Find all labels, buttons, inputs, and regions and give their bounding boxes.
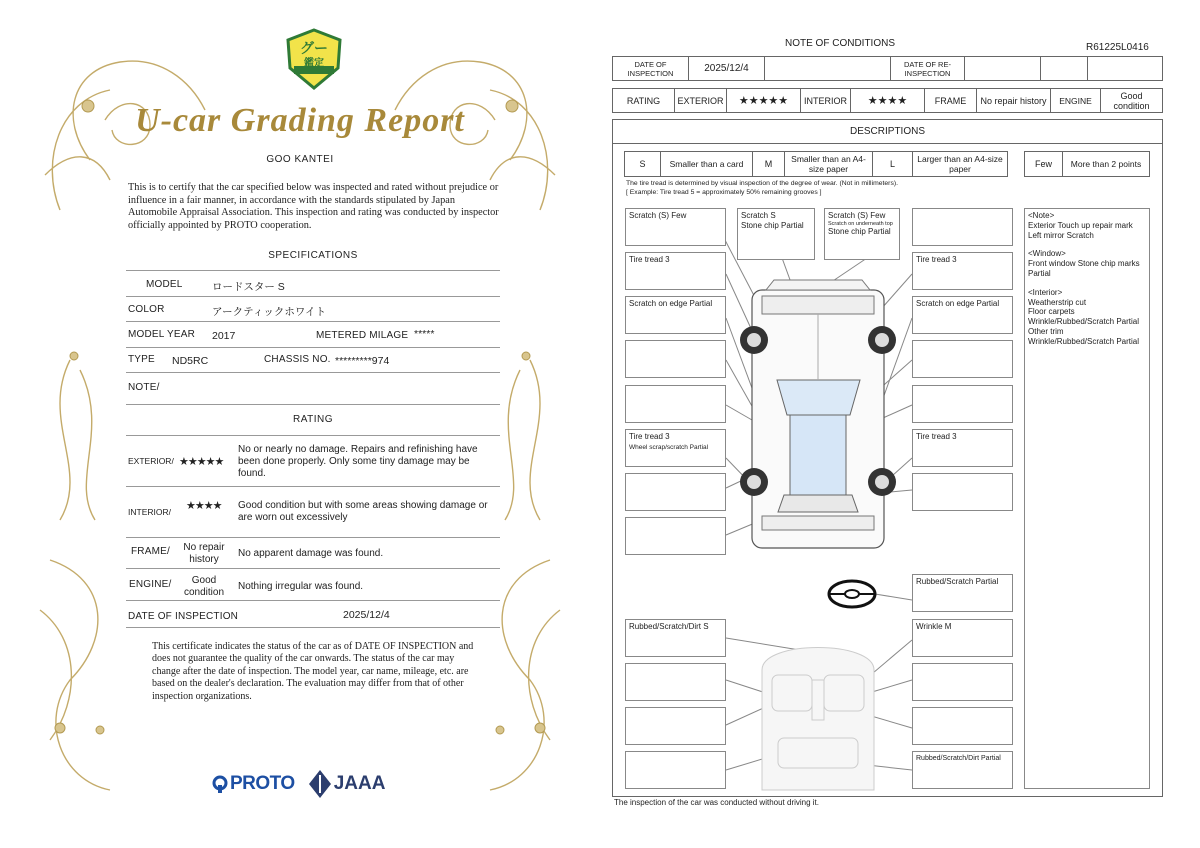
interior-line: Weatherstrip cut <box>1028 297 1087 307</box>
interior-description: Good condition but with some areas showing damage or are worn out excessively <box>238 500 488 523</box>
desc-text: Tire tread 3 <box>916 432 957 441</box>
badge-text-mid: 鑑定 <box>304 58 324 69</box>
engine-label: ENGINE <box>1051 89 1101 113</box>
desc-box-windshield <box>824 208 900 260</box>
note-title: NOTE OF CONDITIONS <box>785 38 895 49</box>
rating-table <box>612 88 1163 113</box>
color-value: アークティックホワイト <box>212 306 327 318</box>
legend-m: M <box>753 152 785 177</box>
divider <box>126 537 500 538</box>
interior-stars: ★★★★ <box>186 500 222 512</box>
date-of-inspection-value: 2025/12/4 <box>689 57 765 81</box>
legend-s-desc: Smaller than a card <box>661 152 753 177</box>
exterior-stars: ★★★★★ <box>727 89 801 113</box>
engine-description: Nothing irregular was found. <box>238 581 364 592</box>
divider <box>126 372 500 373</box>
note-body: Exterior Touch up repair mark Left mirror Scratch <box>1028 220 1133 240</box>
empty-cell <box>765 57 891 81</box>
divider <box>126 321 500 322</box>
reinspection-label: DATE OF RE-INSPECTION <box>891 57 965 81</box>
badge-text-top: グー <box>300 40 328 56</box>
divider <box>126 486 500 487</box>
model-year-value: 2017 <box>212 330 236 342</box>
desc-box-interior-right <box>912 619 1013 657</box>
interior-label: INTERIOR <box>801 89 851 113</box>
desc-box-empty <box>912 208 1013 246</box>
desc-box-interior-rear <box>912 751 1013 789</box>
frame-value: No repair history <box>977 89 1051 113</box>
dates-table <box>612 56 1163 81</box>
exterior-stars: ★★★★★ <box>179 456 224 468</box>
exterior-label: EXTERIOR/ <box>128 456 174 466</box>
chassis-value: *********974 <box>335 355 390 367</box>
specifications-heading: SPECIFICATIONS <box>268 250 358 261</box>
model-label: MODEL <box>146 279 183 290</box>
window-heading: <Window> <box>1028 249 1066 259</box>
desc-box-empty <box>625 663 726 701</box>
desc-box-front-left <box>625 208 726 246</box>
frame-value: No repair history <box>183 542 225 565</box>
interior-line: Floor carpets <box>1028 307 1075 317</box>
divider <box>126 270 500 271</box>
side-notes-panel <box>1024 208 1150 789</box>
desc-box-empty <box>625 707 726 745</box>
desc-box-interior-front <box>625 619 726 657</box>
logos <box>212 770 385 798</box>
color-label: COLOR <box>128 304 165 315</box>
goo-kantei-badge <box>286 28 342 90</box>
proto-logo-text: PROTO <box>230 773 295 794</box>
desc-box-left-edge <box>625 296 726 334</box>
type-value: ND5RC <box>172 355 209 367</box>
engine-value: Good condition <box>1101 89 1163 113</box>
desc-text-small: Wheel scrap/scratch Partial <box>629 444 709 451</box>
desc-box-empty <box>625 340 726 378</box>
car-top-view <box>752 280 884 548</box>
interior-heading: <Interior> <box>1028 287 1063 297</box>
date-of-inspection-value: 2025/12/4 <box>343 609 390 621</box>
desc-text: Rubbed/Scratch Partial <box>916 577 999 586</box>
interior-line: Wrinkle/Rubbed/Scratch Partial <box>1028 336 1140 346</box>
legend-l-desc: Larger than an A4-size paper <box>913 152 1008 177</box>
few-legend <box>1024 151 1150 177</box>
engine-value: Good condition <box>183 575 225 598</box>
desc-box-tire-front-left <box>625 252 726 290</box>
tire-note-2: [ Example: Tire tread 5 = approximately 50% remaining grooves ] <box>626 189 822 196</box>
frame-label: FRAME <box>925 89 977 113</box>
desc-text: Rubbed/Scratch/Dirt Partial <box>916 755 1001 762</box>
desc-box-empty <box>912 473 1013 511</box>
desc-text: Scratch S <box>741 211 776 220</box>
date-of-inspection-label: DATE OF INSPECTION <box>128 611 239 622</box>
legend-few: Few <box>1025 152 1063 177</box>
desc-text: Stone chip Partial <box>828 227 891 236</box>
legend-few-desc: More than 2 points <box>1063 152 1150 177</box>
legend-l: L <box>873 152 913 177</box>
interior-line: Other trim <box>1028 326 1064 336</box>
desc-text: Scratch on edge Partial <box>629 299 713 308</box>
desc-box-right-edge <box>912 296 1013 334</box>
desc-text: Tire tread 3 <box>916 255 957 264</box>
interior-line: Wrinkle/Rubbed/Scratch Partial <box>1028 317 1140 327</box>
certificate-intro: This is to certify that the car specified below was inspected and rated without prejudice or influence in a fair manner, in accordance with the standards stipulated by Japan Automobile Appraisal Association. This inspection and rating was conducted by inspector officially appointed by PROTO cooperation. <box>128 182 499 231</box>
window-body: Front window Stone chip marks Partial <box>1028 259 1140 278</box>
frame-label: FRAME/ <box>131 546 170 557</box>
desc-text: Scratch (S) Few <box>629 211 687 220</box>
desc-box-empty <box>625 751 726 789</box>
divider <box>126 404 500 405</box>
desc-box-empty <box>625 385 726 423</box>
desc-box-empty <box>912 707 1013 745</box>
legend-s: S <box>625 152 661 177</box>
desc-box-tire-rear-left <box>625 429 726 467</box>
empty-cell <box>1041 57 1088 81</box>
desc-text: Scratch (S) Few <box>828 211 886 220</box>
steering-wheel-icon <box>829 581 875 607</box>
desc-text-tiny: Scratch on underneath top <box>828 221 893 227</box>
jaaa-logo <box>309 770 386 798</box>
mileage-label: METERED MILAGE <box>316 330 409 341</box>
empty-cell <box>1088 57 1163 81</box>
divider <box>126 568 500 569</box>
bottom-note: The inspection of the car was conducted without driving it. <box>614 798 819 807</box>
desc-text: Wrinkle M <box>916 622 952 631</box>
exterior-label: EXTERIOR <box>675 89 727 113</box>
rating-label: RATING <box>613 89 675 113</box>
model-value: ロードスター S <box>212 281 285 293</box>
divider <box>126 627 500 628</box>
size-legend <box>624 151 1008 177</box>
exterior-description: No or nearly no damage. Repairs and refinishing have been done properly. Only some tiny damage may be found. <box>238 444 478 479</box>
interior-view <box>762 648 874 791</box>
desc-text: Tire tread 3 <box>629 255 670 264</box>
jaaa-mark-icon <box>309 770 331 798</box>
divider <box>126 600 500 601</box>
certificate-footer: This certificate indicates the status of the car as of DATE OF INSPECTION and does not guarantee the quality of the car onwards. The status of the car may change after the date of inspection. The model year, car name, mileage, etc. are based on the dealer's declaration. The evaluation may differ from that of other inspection organizations. <box>152 641 474 702</box>
reference-number: R61225L0416 <box>1086 42 1149 53</box>
desc-box-empty <box>912 663 1013 701</box>
engine-label: ENGINE/ <box>129 579 172 590</box>
mileage-value: ***** <box>414 328 435 340</box>
proto-logo <box>212 773 295 795</box>
desc-box-steering-wheel <box>912 574 1013 612</box>
report-title: U-car Grading Report <box>135 102 465 139</box>
chassis-label: CHASSIS NO. <box>264 354 331 365</box>
legend-m-desc: Smaller than an A4-size paper <box>785 152 873 177</box>
interior-label: INTERIOR/ <box>128 507 171 517</box>
divider <box>126 435 500 436</box>
desc-box-empty <box>625 517 726 555</box>
frame-description: No apparent damage was found. <box>238 548 384 559</box>
desc-box-empty <box>912 385 1013 423</box>
desc-box-tire-rear-right <box>912 429 1013 467</box>
divider <box>126 347 500 348</box>
divider <box>126 296 500 297</box>
proto-mark-icon <box>212 775 228 793</box>
rating-heading: RATING <box>292 414 334 425</box>
desc-text: Tire tread 3 <box>629 432 670 441</box>
desc-text: Rubbed/Scratch/Dirt S <box>629 622 709 631</box>
jaaa-logo-text: JAAA <box>333 773 386 794</box>
type-label: TYPE <box>128 354 155 365</box>
tire-note-1: The tire tread is determined by visual inspection of the degree of wear. (Not in millimeters). <box>626 180 898 187</box>
interior-stars: ★★★★ <box>851 89 925 113</box>
desc-text: Scratch on edge Partial <box>916 299 1000 308</box>
note-label: NOTE/ <box>128 382 160 393</box>
desc-text: Stone chip Partial <box>741 221 804 230</box>
note-heading: <Note> <box>1028 211 1055 220</box>
desc-box-empty <box>625 473 726 511</box>
desc-box-empty <box>912 340 1013 378</box>
reinspection-value <box>965 57 1041 81</box>
model-year-label: MODEL YEAR <box>128 329 196 340</box>
desc-box-hood <box>737 208 815 260</box>
date-of-inspection-label: DATE OF INSPECTION <box>613 57 689 81</box>
descriptions-heading: DESCRIPTIONS <box>612 119 1163 144</box>
report-subtitle: GOO KANTEI <box>266 154 334 165</box>
desc-box-tire-front-right <box>912 252 1013 290</box>
